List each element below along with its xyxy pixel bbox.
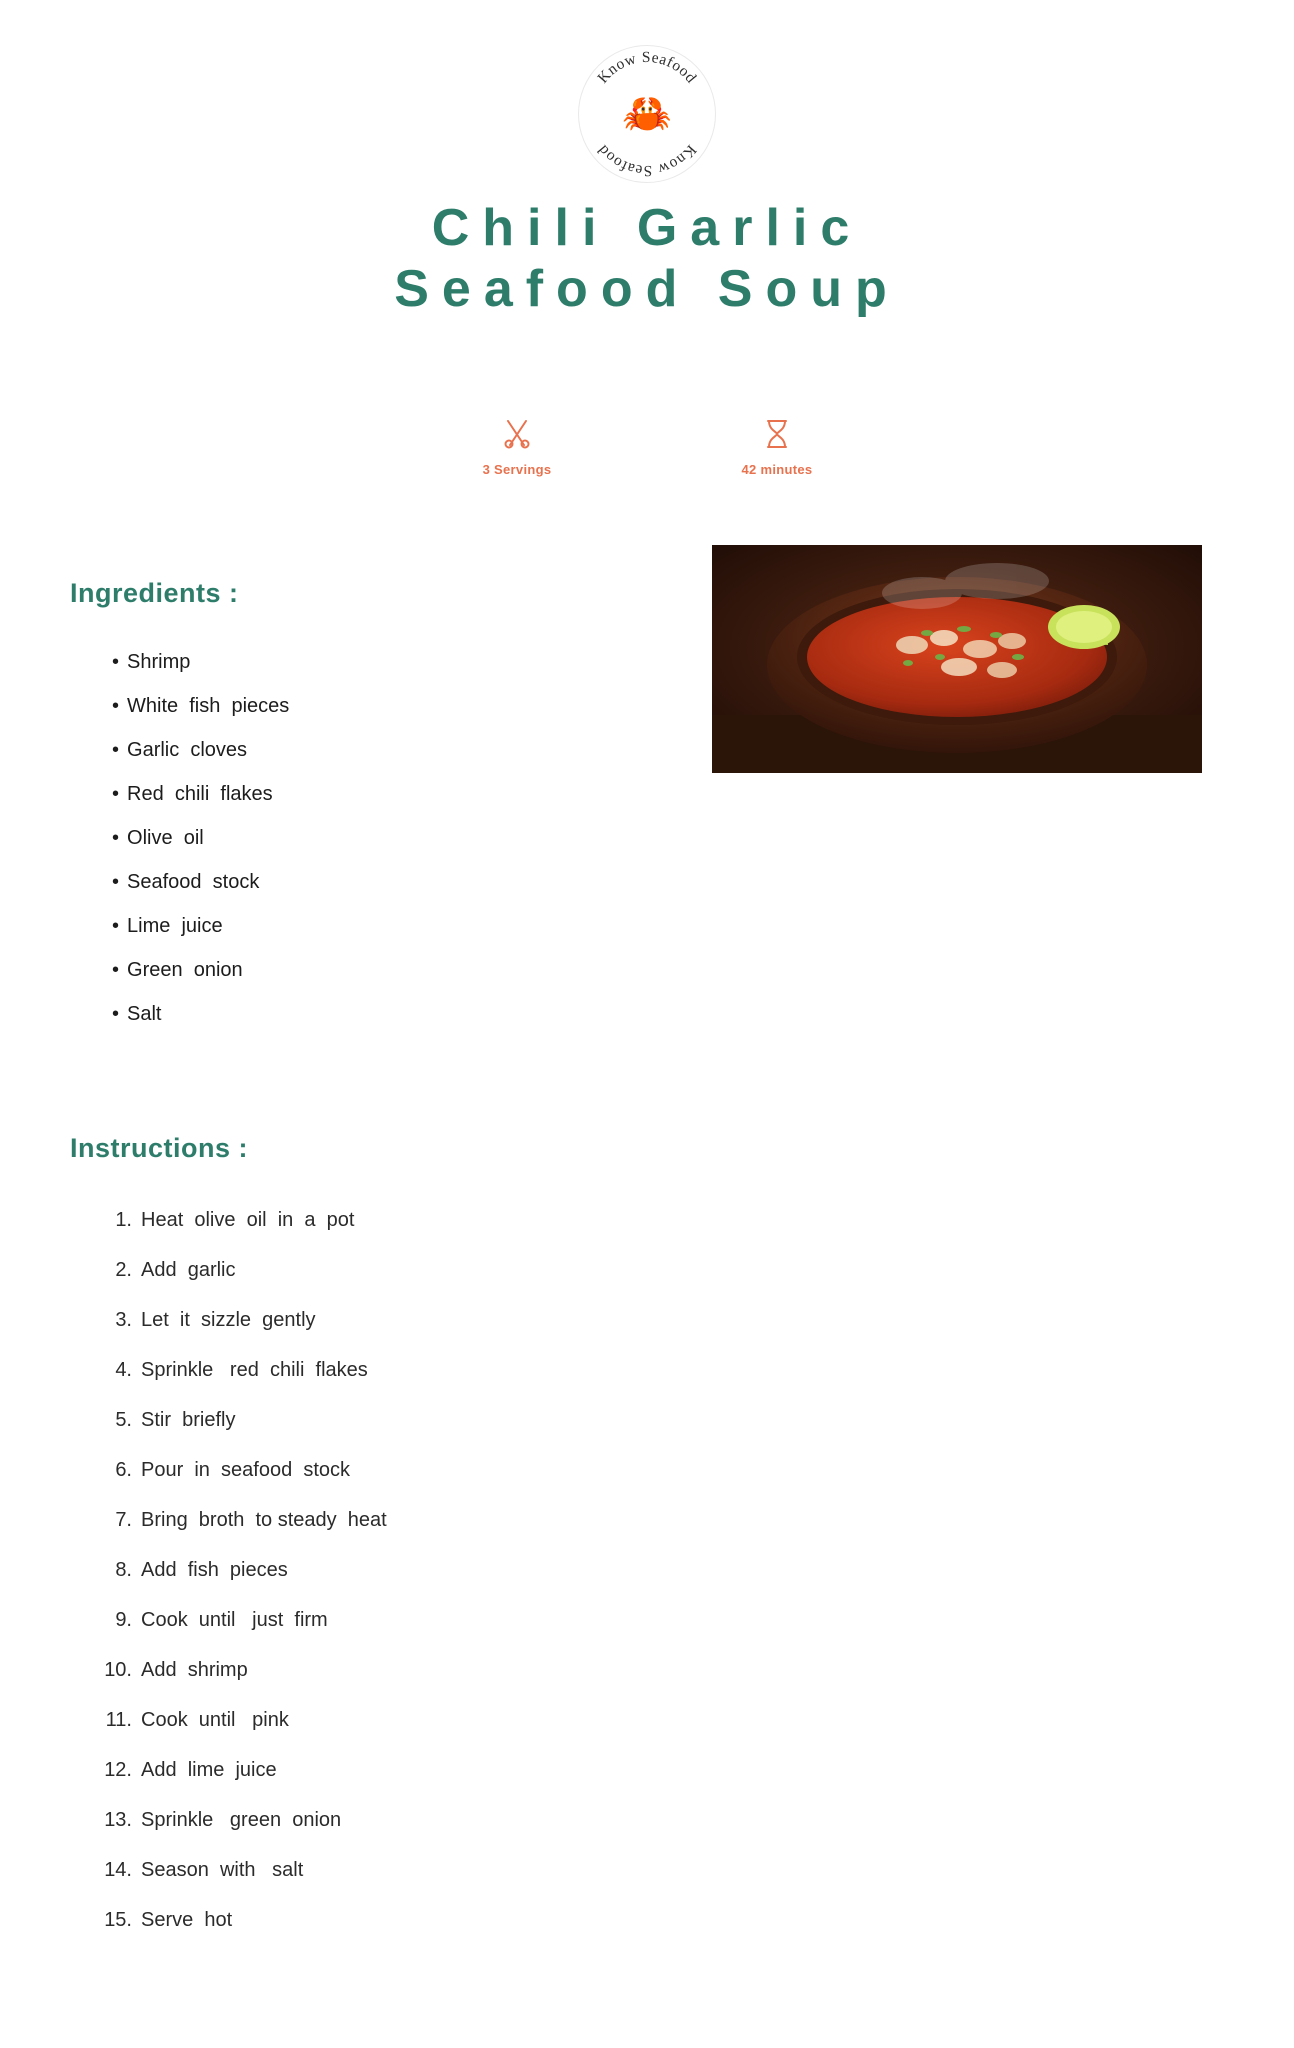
ingredient-item — [112, 640, 289, 684]
ingredients-list — [112, 640, 289, 1036]
instruction-step-label: Bring broth to steady heat — [141, 1509, 387, 1531]
page-title-line-1: Chili Garlic — [431, 199, 863, 257]
brand-logo — [579, 46, 715, 182]
ingredient-label: Red chili flakes — [127, 783, 273, 805]
crab-icon: 🦀 — [622, 92, 672, 136]
hourglass-icon — [707, 418, 847, 456]
instruction-step-label: Let it sizzle gently — [141, 1309, 316, 1331]
instruction-step-label: Season with salt — [141, 1859, 304, 1881]
instruction-step-label: Sprinkle green onion — [141, 1809, 342, 1831]
ingredient-label: Garlic cloves — [127, 739, 248, 761]
instruction-step-number: 8. — [115, 1559, 132, 1581]
instruction-step-number: 4. — [115, 1359, 132, 1381]
servings-meta — [447, 418, 587, 477]
instruction-step — [90, 1445, 387, 1495]
instruction-step — [90, 1545, 387, 1595]
ingredient-label: Lime juice — [127, 915, 223, 937]
instruction-step-number: 13. — [104, 1809, 132, 1831]
recipe-meta — [0, 418, 1294, 477]
bullet-icon: • — [112, 739, 120, 761]
instruction-step-label: Add shrimp — [141, 1659, 248, 1681]
ingredient-item — [112, 860, 289, 904]
ingredient-label: Green onion — [127, 959, 243, 981]
instruction-step-number: 6. — [115, 1459, 132, 1481]
instruction-step — [90, 1795, 387, 1845]
ingredient-item — [112, 816, 289, 860]
recipe-photo — [712, 545, 1202, 773]
ingredient-label: Shrimp — [127, 651, 191, 673]
ingredient-item — [112, 992, 289, 1036]
instruction-step-label: Heat olive oil in a pot — [141, 1209, 355, 1231]
instruction-step — [90, 1295, 387, 1345]
bullet-icon: • — [112, 959, 120, 981]
logo-top-text: Know Seafood — [594, 48, 700, 87]
instruction-step — [90, 1345, 387, 1395]
instruction-step-number: 15. — [104, 1909, 132, 1931]
instruction-step-label: Cook until pink — [141, 1709, 289, 1731]
servings-label: 3 Servings — [482, 462, 552, 477]
instruction-step — [90, 1395, 387, 1445]
instruction-step-number: 11. — [105, 1709, 132, 1731]
instruction-step-label: Add lime juice — [141, 1759, 277, 1781]
svg-text:Know Seafood — [594, 49, 699, 87]
instructions-heading: Instructions : — [70, 1133, 249, 1163]
instruction-step-number: 12. — [104, 1759, 132, 1781]
svg-text:Know Seafood — [594, 141, 699, 179]
ingredient-label: White fish pieces — [127, 695, 290, 717]
instruction-step — [90, 1595, 387, 1645]
page-title-line-2: Seafood Soup — [394, 260, 900, 319]
instruction-step-number: 3. — [115, 1309, 132, 1331]
instruction-step — [90, 1695, 387, 1745]
bullet-icon: • — [112, 827, 120, 849]
instruction-step-label: Serve hot — [141, 1909, 233, 1931]
instruction-step-number: 7. — [115, 1509, 132, 1531]
ingredient-label: Seafood stock — [127, 871, 260, 893]
instruction-step-label: Cook until just firm — [141, 1609, 328, 1631]
instruction-step-label: Stir briefly — [141, 1409, 236, 1431]
instruction-step — [90, 1895, 387, 1945]
instruction-step-label: Pour in seafood stock — [141, 1459, 351, 1481]
bullet-icon: • — [112, 915, 120, 937]
instruction-step — [90, 1495, 387, 1545]
ingredient-item — [112, 772, 289, 816]
bullet-icon: • — [112, 783, 120, 805]
instruction-step-number: 14. — [104, 1859, 132, 1881]
instruction-step — [90, 1745, 387, 1795]
instruction-step-number: 9. — [115, 1609, 132, 1631]
ingredient-item — [112, 728, 289, 772]
instruction-step-number: 5. — [115, 1409, 132, 1431]
ingredient-item — [112, 684, 289, 728]
bullet-icon: • — [112, 1003, 120, 1025]
instruction-step-label: Add garlic — [141, 1259, 236, 1281]
ingredient-label: Olive oil — [127, 827, 204, 849]
time-label: 42 minutes — [741, 462, 813, 477]
instruction-step-number: 1. — [115, 1209, 132, 1231]
instruction-step — [90, 1195, 387, 1245]
instruction-step-number: 2. — [115, 1259, 132, 1281]
bullet-icon: • — [112, 871, 120, 893]
page-title — [0, 198, 1294, 321]
utensils-icon-svg — [502, 418, 532, 450]
instruction-step — [90, 1245, 387, 1295]
instruction-step-number: 10. — [104, 1659, 132, 1681]
instructions-list — [90, 1195, 387, 1945]
ingredient-item — [112, 948, 289, 992]
time-meta — [707, 418, 847, 477]
ingredient-label: Salt — [127, 1003, 162, 1025]
logo-bottom-text: Know Seafood — [594, 141, 700, 180]
hourglass-icon-svg — [764, 418, 790, 450]
bullet-icon: • — [112, 651, 120, 673]
utensils-icon — [447, 418, 587, 456]
instruction-step-label: Sprinkle red chili flakes — [141, 1359, 368, 1381]
instruction-step — [90, 1845, 387, 1895]
recipe-photo-illustration — [712, 545, 1202, 773]
instruction-step — [90, 1645, 387, 1695]
instruction-step-label: Add fish pieces — [141, 1559, 288, 1581]
ingredient-item — [112, 904, 289, 948]
bullet-icon: • — [112, 695, 120, 717]
ingredients-heading: Ingredients : — [70, 578, 239, 608]
